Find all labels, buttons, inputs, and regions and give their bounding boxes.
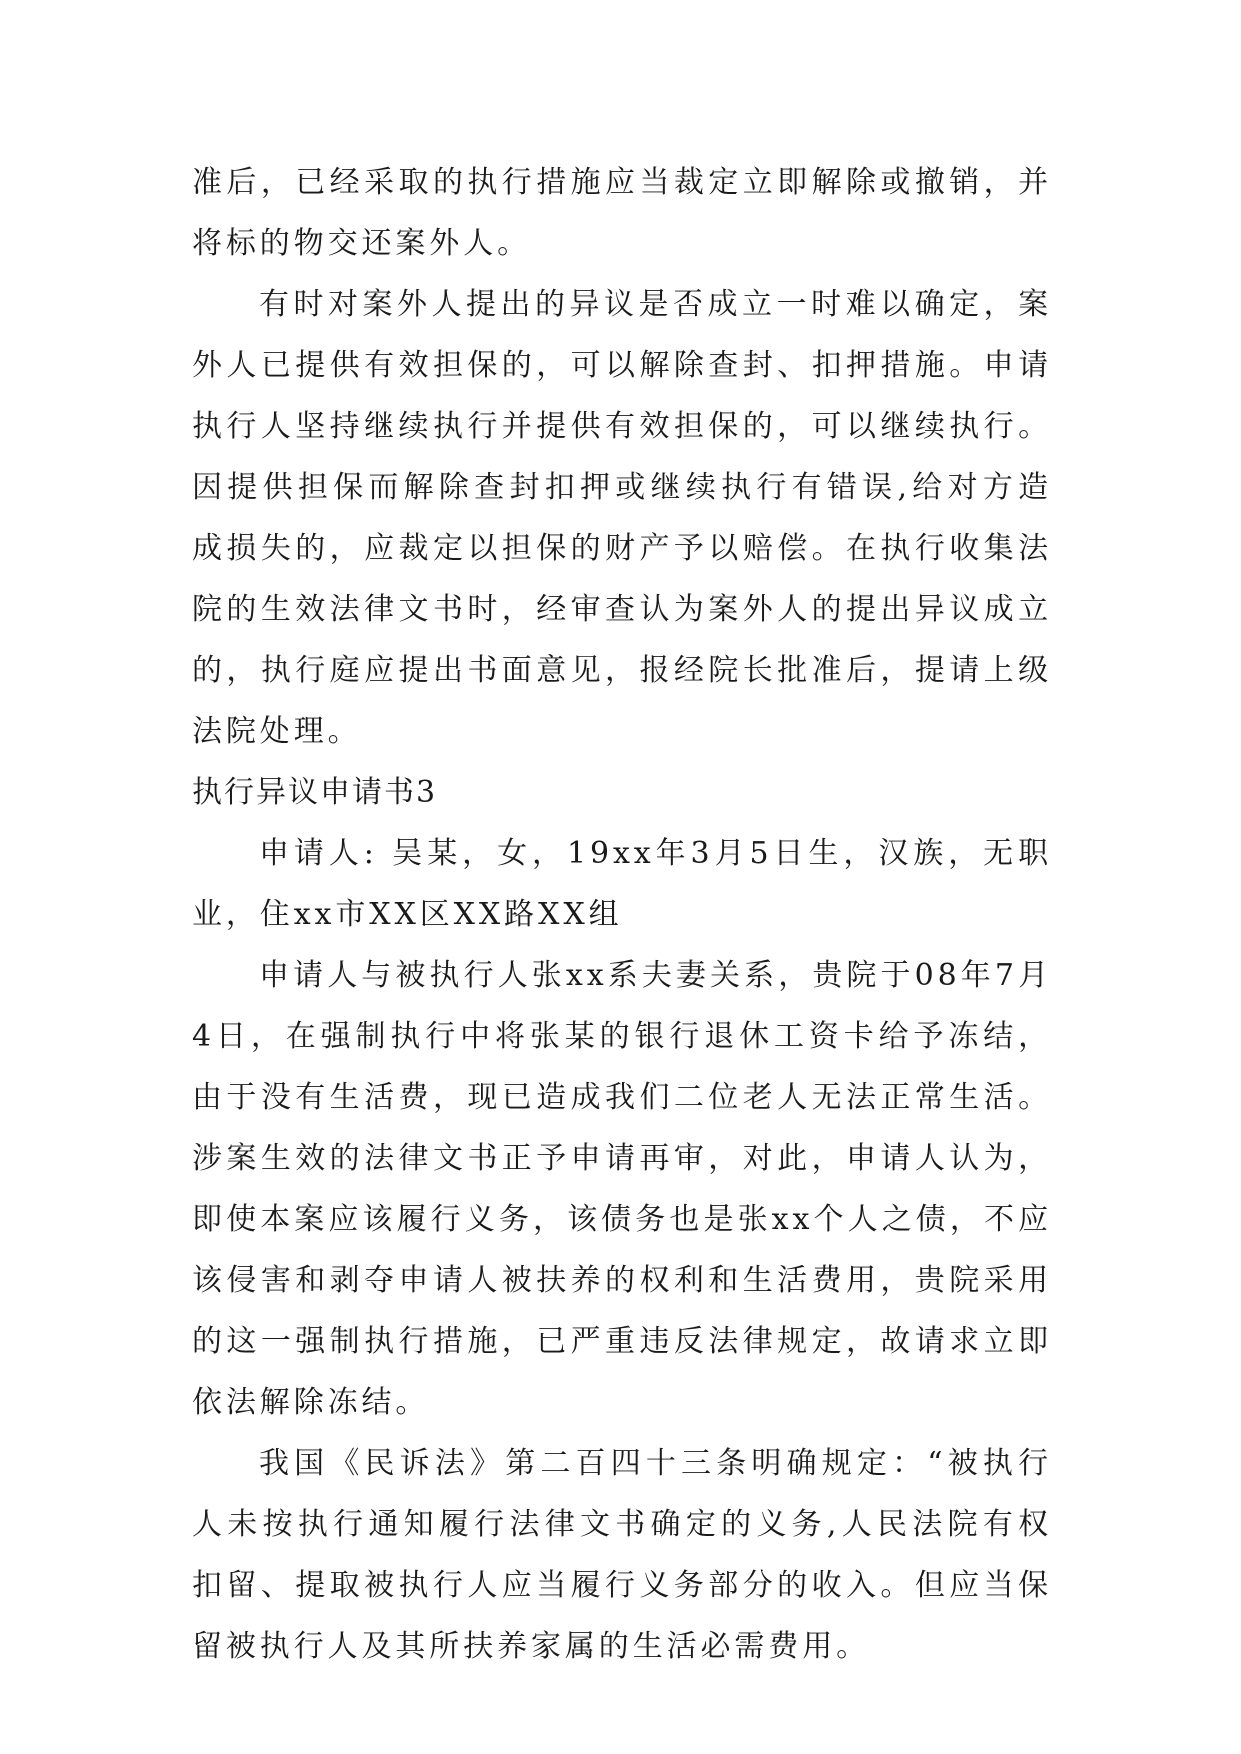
paragraph-objection-uncertain: 有时对案外人提出的异议是否成立一时难以确定，案外人已提供有效担保的，可以解除查封、扣押措施。申请执行人坚持继续执行并提供有效担保的，可以继续执行。因提供担保而解除查封扣押或继续执行有错误,给对方造成损失的，应裁定以担保的财产予以赔偿。在执行收集法院的生效法律文书时，经审查认为案外人的提出异议成立的，执行庭应提出书面意见，报经院长批准后，提请上级法院处理。 [192,287,1052,749]
paragraph-legal-basis: 我国《民诉法》第二百四十三条明确规定：“被执行人未按执行通知履行法律文书确定的义务,人民法院有权扣留、提取被执行人应当履行义务部分的收入。但应当保留被执行人及其所扶养家属的生活必需费用。 [192,1446,1052,1664]
paragraph-applicant-statement: 申请人与被执行人张xx系夫妻关系，贵院于08年7月4日，在强制执行中将张某的银行退休工资卡给予冻结，由于没有生活费，现已造成我们二位老人无法正常生活。涉案生效的法律文书正予申请再审，对此，申请人认为，即使本案应该履行义务，该债务也是张xx个人之债，不应该侵害和剥夺申请人被扶养的权利和生活费用，贵院采用的这一强制执行措施，已严重违反法律规定，故请求立即依法解除冻结。 [192,958,1052,1420]
section-heading: 执行异议申请书3 [192,775,438,810]
paragraph-continuation: 准后，已经采取的执行措施应当裁定立即解除或撤销，并将标的物交还案外人。 [192,165,1052,261]
document-body [192,152,1052,1677]
paragraph-applicant-info: 申请人: 吴某，女，19xx年3月5日生，汉族，无职业，住xx市XX区XX路XX组 [192,836,1052,932]
